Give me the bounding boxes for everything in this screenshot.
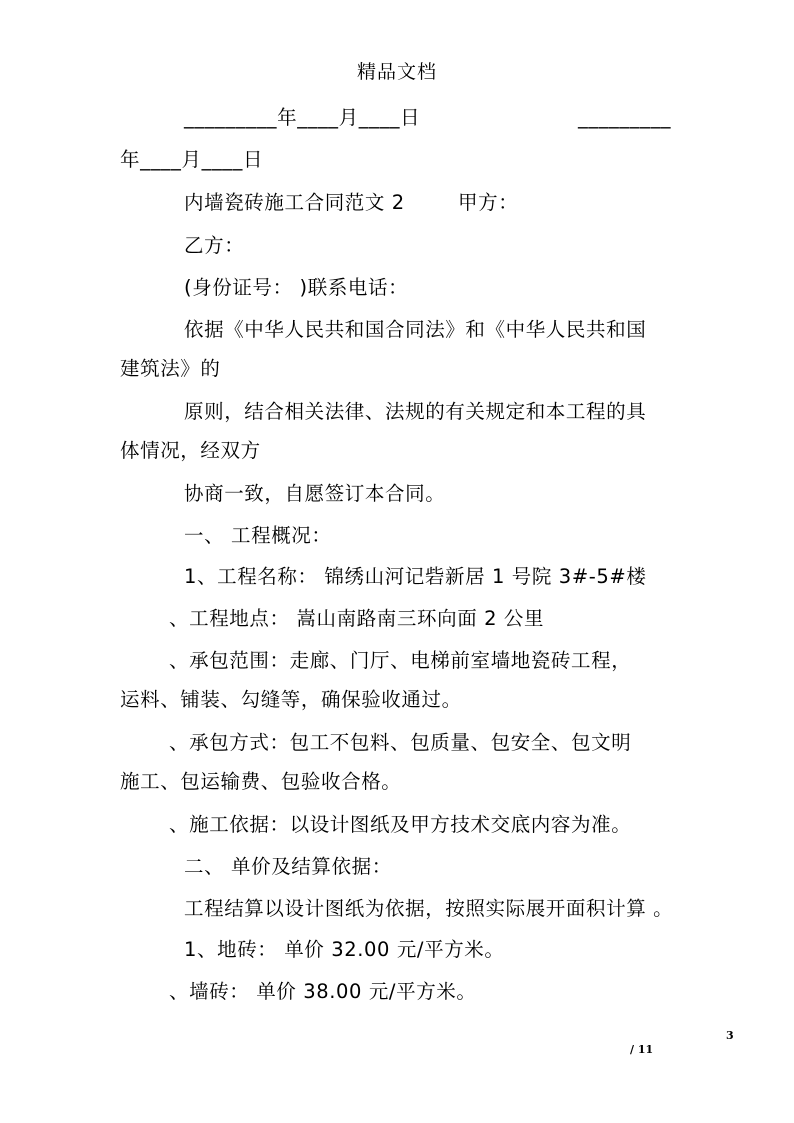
settlement-basis-line: 工程结算以设计图纸为依据，按照实际展开面积计算 。 [184,897,674,920]
contract-title: 内墙瓷砖施工合同范文 2 [184,191,405,214]
party-a-label: 甲方： [458,191,519,214]
project-name-line: 1、工程名称： 锦绣山河记砦新居 1 号院 3#-5#楼 [184,565,647,588]
section-two-heading: 二、 单价及结算依据： [184,855,392,878]
wall-tile-price-line: 、墙砖： 单价 38.00 元/平方米。 [169,980,477,1003]
floor-tile-price-line: 1、地砖： 单价 32.00 元/平方米。 [184,938,505,961]
contract-method-line-2: 施工、包运输费、包验收合格。 [120,770,402,793]
page-total: / 11 [630,1043,654,1056]
paragraph-principle-line-2: 体情况，经双方 [120,439,261,462]
date-line-first: _________年____月____日 [184,106,421,129]
contract-scope-line-1: 、承包范围：走廊、门厅、电梯前室墙地瓷砖工程， [169,649,632,672]
party-b-label: 乙方： [184,234,245,257]
construction-basis-line: 、施工依据：以设计图纸及甲方技术交底内容为准。 [169,813,632,836]
paragraph-basis-line-2: 建筑法》的 [120,357,221,380]
date-line-blank: _________ [578,106,672,129]
paragraph-principle-line-1: 原则，结合相关法律、法规的有关规定和本工程的具 [184,400,647,423]
section-one-heading: 一、 工程概况： [184,524,332,547]
document-header: 精品文档 [356,61,437,83]
contract-method-line-1: 、承包方式：包工不包料、包质量、包安全、包文明 [169,731,632,754]
page-number: 3 [726,1029,734,1042]
id-phone-line: (身份证号： )联系电话： [184,276,409,299]
date-line-second: 年____月____日 [120,148,264,171]
project-location-line: 、工程地点： 嵩山南路南三环向面 2 公里 [169,607,545,630]
contract-scope-line-2: 运料、铺装、勾缝等，确保验收通过。 [120,688,462,711]
paragraph-agreement: 协商一致，自愿签订本合同。 [184,482,446,505]
paragraph-basis-line-1: 依据《中华人民共和国合同法》和《中华人民共和国 [184,318,647,341]
